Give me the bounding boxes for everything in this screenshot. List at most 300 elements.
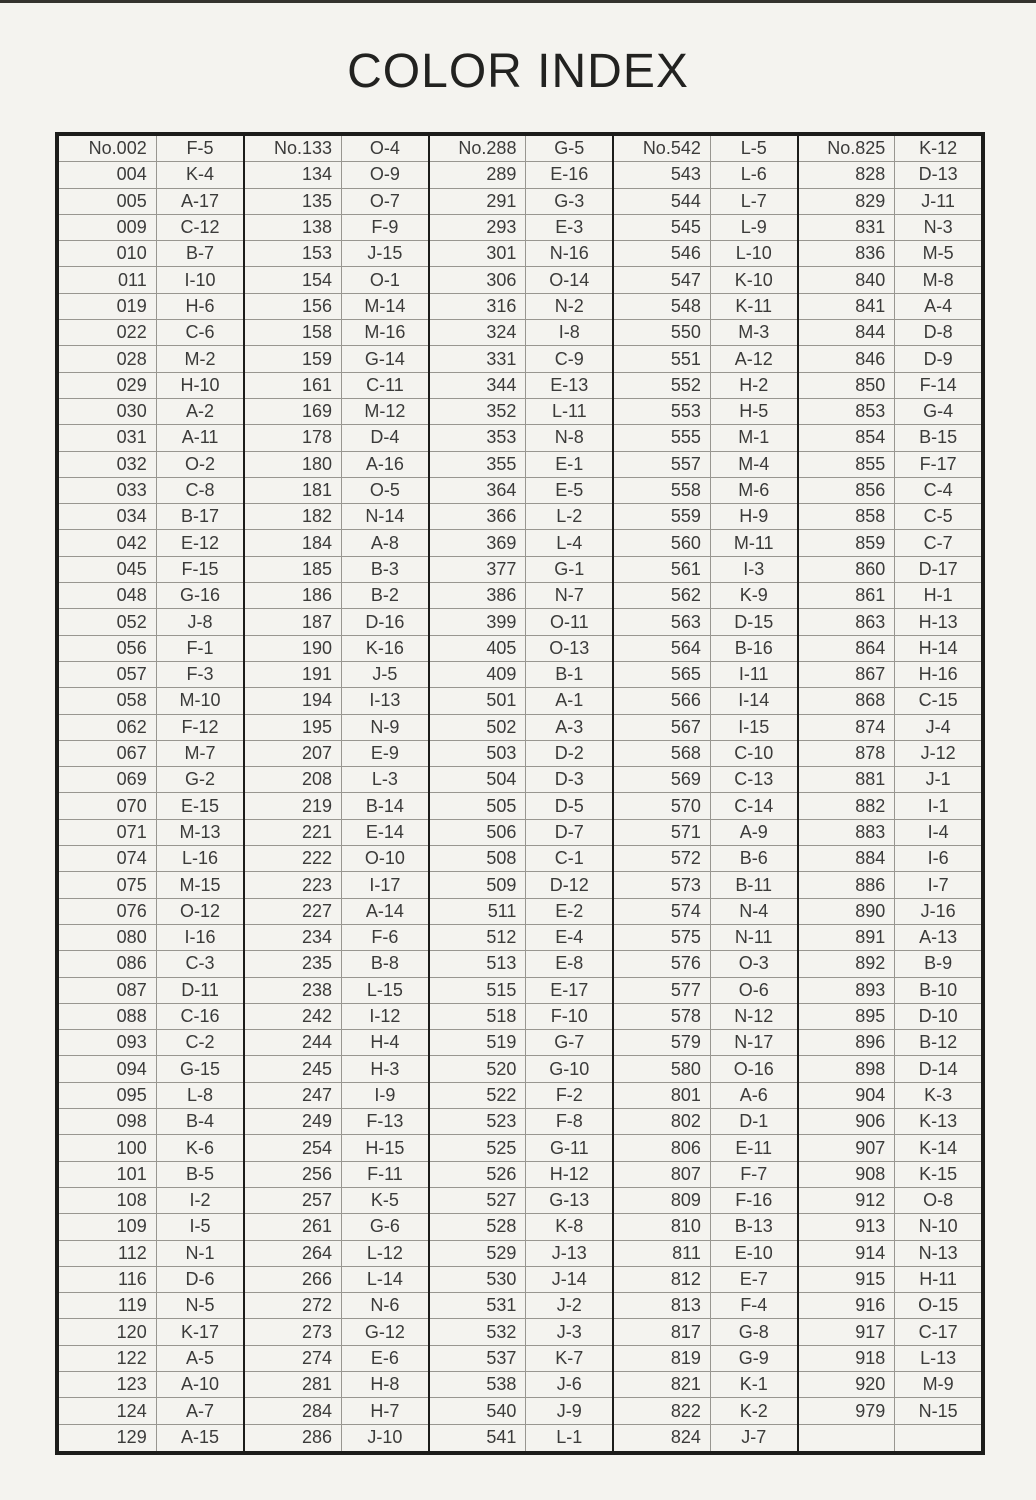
- cell-grid-code: G-15: [157, 1056, 244, 1082]
- cell-grid-code: D-12: [526, 872, 612, 898]
- cell-grid-code: H-11: [895, 1267, 981, 1293]
- cell-grid-code: K-1: [711, 1372, 797, 1398]
- cell-grid-code: G-14: [342, 346, 428, 372]
- cell-grid-code: E-15: [157, 793, 244, 819]
- cell-color-number: 540: [430, 1398, 527, 1424]
- cell-color-number: 005: [59, 189, 157, 215]
- cell-grid-code: N-3: [895, 215, 981, 241]
- cell-color-number: 570: [614, 793, 711, 819]
- cell-color-number: 095: [59, 1083, 157, 1109]
- cell-grid-code: M-8: [895, 267, 981, 293]
- cell-grid-code: F-7: [711, 1162, 797, 1188]
- cell-color-number: 011: [59, 267, 157, 293]
- cell-color-number: 289: [430, 162, 527, 188]
- cell-grid-code: A-6: [711, 1083, 797, 1109]
- cell-color-number: 293: [430, 215, 527, 241]
- cell-grid-code: D-5: [526, 793, 612, 819]
- cell-color-number: 138: [245, 215, 342, 241]
- cell-grid-code: F-13: [342, 1109, 428, 1135]
- cell-color-number: 813: [614, 1293, 711, 1319]
- cell-color-number: 913: [799, 1214, 896, 1240]
- cell-grid-code: N-6: [342, 1293, 428, 1319]
- cell-color-number: 527: [430, 1188, 527, 1214]
- cell-grid-code: O-16: [711, 1056, 797, 1082]
- cell-color-number: 526: [430, 1162, 527, 1188]
- cell-grid-code: L-14: [342, 1267, 428, 1293]
- cell-color-number: 560: [614, 530, 711, 556]
- cell-grid-code: E-12: [157, 530, 244, 556]
- cell-color-number: 817: [614, 1319, 711, 1345]
- cell-color-number: 122: [59, 1346, 157, 1372]
- cell-color-number: 135: [245, 189, 342, 215]
- cell-grid-code: E-3: [526, 215, 612, 241]
- cell-grid-code: L-6: [711, 162, 797, 188]
- cell-grid-code: G-1: [526, 557, 612, 583]
- cell-color-number: 409: [430, 662, 527, 688]
- cell-grid-code: B-17: [157, 504, 244, 530]
- cell-color-number: 891: [799, 925, 896, 951]
- cell-color-number: 561: [614, 557, 711, 583]
- cell-color-number: 580: [614, 1056, 711, 1082]
- table-column-group-1: [59, 136, 243, 1451]
- cell-color-number: 829: [799, 189, 896, 215]
- cell-color-number: 545: [614, 215, 711, 241]
- cell-color-number: 069: [59, 767, 157, 793]
- cell-grid-code: B-2: [342, 583, 428, 609]
- cell-color-number: 546: [614, 241, 711, 267]
- cell-color-number: 868: [799, 688, 896, 714]
- cell-grid-code: C-14: [711, 793, 797, 819]
- cell-color-number: 907: [799, 1135, 896, 1161]
- cell-color-number: No.825: [799, 136, 896, 162]
- cell-color-number: 052: [59, 609, 157, 635]
- cell-color-number: 028: [59, 346, 157, 372]
- cell-color-number: 904: [799, 1083, 896, 1109]
- cell-grid-code: I-10: [157, 267, 244, 293]
- cell-grid-code: N-13: [895, 1241, 981, 1267]
- cell-grid-code: H-7: [342, 1398, 428, 1424]
- cell-color-number: 886: [799, 872, 896, 898]
- cell-grid-code: K-12: [895, 136, 981, 162]
- cell-color-number: 156: [245, 294, 342, 320]
- cell-grid-code: M-15: [157, 872, 244, 898]
- cell-color-number: 896: [799, 1030, 896, 1056]
- cell-color-number: 301: [430, 241, 527, 267]
- cell-grid-code: A-4: [895, 294, 981, 320]
- cell-color-number: 918: [799, 1346, 896, 1372]
- cell-grid-code: H-8: [342, 1372, 428, 1398]
- cell-grid-code: N-1: [157, 1241, 244, 1267]
- cell-color-number: 324: [430, 320, 527, 346]
- cell-grid-code: D-11: [157, 978, 244, 1004]
- cell-color-number: 525: [430, 1135, 527, 1161]
- cell-color-number: 048: [59, 583, 157, 609]
- cell-color-number: 867: [799, 662, 896, 688]
- cell-color-number: 257: [245, 1188, 342, 1214]
- cell-grid-code: D-16: [342, 609, 428, 635]
- cell-color-number: 505: [430, 793, 527, 819]
- cell-grid-code: A-16: [342, 452, 428, 478]
- cell-color-number: 273: [245, 1319, 342, 1345]
- cell-grid-code: J-14: [526, 1267, 612, 1293]
- cell-color-number: 242: [245, 1004, 342, 1030]
- cell-color-number: No.133: [245, 136, 342, 162]
- cell-color-number: 530: [430, 1267, 527, 1293]
- cell-grid-code: H-10: [157, 373, 244, 399]
- cell-grid-code: G-7: [526, 1030, 612, 1056]
- cell-grid-code: M-10: [157, 688, 244, 714]
- cell-grid-code: C-17: [895, 1319, 981, 1345]
- cell-color-number: 824: [614, 1425, 711, 1451]
- cell-color-number: 860: [799, 557, 896, 583]
- cell-color-number: 009: [59, 215, 157, 241]
- cell-color-number: 532: [430, 1319, 527, 1345]
- cell-color-number: 908: [799, 1162, 896, 1188]
- cell-color-number: 208: [245, 767, 342, 793]
- page-title: COLOR INDEX: [347, 45, 689, 98]
- cell-color-number: 093: [59, 1030, 157, 1056]
- cell-grid-code: E-17: [526, 978, 612, 1004]
- cell-color-number: 075: [59, 872, 157, 898]
- cell-color-number: 247: [245, 1083, 342, 1109]
- cell-grid-code: K-8: [526, 1214, 612, 1240]
- cell-color-number: 568: [614, 741, 711, 767]
- cell-color-number: 364: [430, 478, 527, 504]
- cell-grid-code: G-9: [711, 1346, 797, 1372]
- cell-grid-code: O-9: [342, 162, 428, 188]
- cell-grid-code: O-6: [711, 978, 797, 1004]
- cell-grid-code: I-17: [342, 872, 428, 898]
- cell-grid-code: F-6: [342, 925, 428, 951]
- cell-grid-code: A-7: [157, 1398, 244, 1424]
- cell-grid-code: G-13: [526, 1188, 612, 1214]
- cell-color-number: 223: [245, 872, 342, 898]
- cell-grid-code: F-12: [157, 715, 244, 741]
- cell-color-number: 558: [614, 478, 711, 504]
- cell-color-number: 853: [799, 399, 896, 425]
- cell-grid-code: A-12: [711, 346, 797, 372]
- cell-color-number: 563: [614, 609, 711, 635]
- cell-color-number: 094: [59, 1056, 157, 1082]
- cell-color-number: 906: [799, 1109, 896, 1135]
- cell-grid-code: G-4: [895, 399, 981, 425]
- cell-color-number: 221: [245, 820, 342, 846]
- cell-grid-code: D-3: [526, 767, 612, 793]
- cell-grid-code: E-16: [526, 162, 612, 188]
- cell-grid-code: E-2: [526, 899, 612, 925]
- cell-grid-code: B-15: [895, 425, 981, 451]
- cell-grid-code: O-11: [526, 609, 612, 635]
- cell-color-number: 541: [430, 1425, 527, 1451]
- cell-color-number: 249: [245, 1109, 342, 1135]
- cell-grid-code: E-11: [711, 1135, 797, 1161]
- cell-grid-code: F-8: [526, 1109, 612, 1135]
- cell-color-number: 033: [59, 478, 157, 504]
- cell-color-number: 088: [59, 1004, 157, 1030]
- scan-top-edge: [0, 0, 1036, 3]
- cell-color-number: 344: [430, 373, 527, 399]
- cell-grid-code: G-5: [526, 136, 612, 162]
- cell-color-number: 914: [799, 1241, 896, 1267]
- cell-color-number: 569: [614, 767, 711, 793]
- cell-grid-code: L-8: [157, 1083, 244, 1109]
- cell-color-number: 574: [614, 899, 711, 925]
- cell-color-number: 178: [245, 425, 342, 451]
- cell-grid-code: A-14: [342, 899, 428, 925]
- cell-color-number: 518: [430, 1004, 527, 1030]
- cell-grid-code: M-4: [711, 452, 797, 478]
- cell-color-number: 219: [245, 793, 342, 819]
- cell-color-number: 572: [614, 846, 711, 872]
- cell-color-number: 854: [799, 425, 896, 451]
- cell-grid-code: C-3: [157, 951, 244, 977]
- cell-grid-code: A-11: [157, 425, 244, 451]
- cell-grid-code: K-16: [342, 636, 428, 662]
- cell-grid-code: O-3: [711, 951, 797, 977]
- cell-color-number: 512: [430, 925, 527, 951]
- cell-color-number: 890: [799, 899, 896, 925]
- cell-color-number: 547: [614, 267, 711, 293]
- cell-color-number: 034: [59, 504, 157, 530]
- cell-grid-code: J-4: [895, 715, 981, 741]
- cell-color-number: 801: [614, 1083, 711, 1109]
- cell-color-number: 086: [59, 951, 157, 977]
- cell-color-number: 522: [430, 1083, 527, 1109]
- cell-grid-code: A-13: [895, 925, 981, 951]
- cell-grid-code: A-8: [342, 530, 428, 556]
- cell-color-number: 056: [59, 636, 157, 662]
- cell-color-number: 057: [59, 662, 157, 688]
- cell-grid-code: I-9: [342, 1083, 428, 1109]
- cell-color-number: 158: [245, 320, 342, 346]
- cell-grid-code: F-15: [157, 557, 244, 583]
- cell-color-number: 291: [430, 189, 527, 215]
- cell-grid-code: N-16: [526, 241, 612, 267]
- cell-color-number: 245: [245, 1056, 342, 1082]
- cell-color-number: 254: [245, 1135, 342, 1161]
- cell-grid-code: J-13: [526, 1241, 612, 1267]
- cell-grid-code: N-17: [711, 1030, 797, 1056]
- cell-color-number: 511: [430, 899, 527, 925]
- cell-color-number: 186: [245, 583, 342, 609]
- cell-grid-code: O-2: [157, 452, 244, 478]
- cell-color-number: 316: [430, 294, 527, 320]
- cell-grid-code: H-9: [711, 504, 797, 530]
- cell-grid-code: J-11: [895, 189, 981, 215]
- cell-color-number: 864: [799, 636, 896, 662]
- cell-color-number: 895: [799, 1004, 896, 1030]
- cell-color-number: 555: [614, 425, 711, 451]
- cell-grid-code: D-6: [157, 1267, 244, 1293]
- cell-color-number: 979: [799, 1398, 896, 1424]
- cell-color-number: 836: [799, 241, 896, 267]
- cell-color-number: 557: [614, 452, 711, 478]
- cell-color-number: 841: [799, 294, 896, 320]
- cell-color-number: 508: [430, 846, 527, 872]
- cell-grid-code: D-14: [895, 1056, 981, 1082]
- cell-grid-code: E-7: [711, 1267, 797, 1293]
- cell-color-number: 185: [245, 557, 342, 583]
- cell-grid-code: O-15: [895, 1293, 981, 1319]
- cell-grid-code: L-7: [711, 189, 797, 215]
- cell-color-number: 564: [614, 636, 711, 662]
- cell-color-number: 352: [430, 399, 527, 425]
- cell-color-number: 405: [430, 636, 527, 662]
- cell-color-number: 883: [799, 820, 896, 846]
- cell-color-number: 256: [245, 1162, 342, 1188]
- table-column-group-3: [428, 136, 612, 1451]
- cell-color-number: 811: [614, 1241, 711, 1267]
- cell-grid-code: L-12: [342, 1241, 428, 1267]
- cell-grid-code: F-2: [526, 1083, 612, 1109]
- cell-grid-code: C-9: [526, 346, 612, 372]
- cell-grid-code: F-16: [711, 1188, 797, 1214]
- cell-grid-code: I-15: [711, 715, 797, 741]
- cell-grid-code: N-9: [342, 715, 428, 741]
- cell-color-number: 159: [245, 346, 342, 372]
- cell-grid-code: L-4: [526, 530, 612, 556]
- cell-grid-code: J-8: [157, 609, 244, 635]
- cell-grid-code: K-7: [526, 1346, 612, 1372]
- cell-grid-code: M-14: [342, 294, 428, 320]
- cell-color-number: 264: [245, 1241, 342, 1267]
- cell-grid-code: L-2: [526, 504, 612, 530]
- cell-grid-code: I-16: [157, 925, 244, 951]
- cell-grid-code: C-15: [895, 688, 981, 714]
- cell-color-number: 552: [614, 373, 711, 399]
- cell-color-number: 917: [799, 1319, 896, 1345]
- cell-grid-code: E-5: [526, 478, 612, 504]
- cell-grid-code: B-6: [711, 846, 797, 872]
- cell-color-number: 578: [614, 1004, 711, 1030]
- cell-grid-code: N-7: [526, 583, 612, 609]
- cell-grid-code: C-12: [157, 215, 244, 241]
- cell-grid-code: H-14: [895, 636, 981, 662]
- cell-color-number: 892: [799, 951, 896, 977]
- cell-grid-code: K-10: [711, 267, 797, 293]
- cell-grid-code: J-9: [526, 1398, 612, 1424]
- cell-grid-code: L-15: [342, 978, 428, 1004]
- cell-grid-code: C-11: [342, 373, 428, 399]
- cell-color-number: 878: [799, 741, 896, 767]
- cell-color-number: 331: [430, 346, 527, 372]
- cell-color-number: 519: [430, 1030, 527, 1056]
- cell-grid-code: B-3: [342, 557, 428, 583]
- cell-grid-code: E-14: [342, 820, 428, 846]
- table-column-group-2: [243, 136, 427, 1451]
- cell-color-number: 119: [59, 1293, 157, 1319]
- cell-grid-code: K-4: [157, 162, 244, 188]
- cell-color-number: No.288: [430, 136, 527, 162]
- cell-color-number: 807: [614, 1162, 711, 1188]
- cell-grid-code: B-9: [895, 951, 981, 977]
- cell-color-number: 559: [614, 504, 711, 530]
- cell-color-number: 355: [430, 452, 527, 478]
- cell-grid-code: D-2: [526, 741, 612, 767]
- cell-grid-code: I-1: [895, 793, 981, 819]
- cell-color-number: No.002: [59, 136, 157, 162]
- cell-color-number: 369: [430, 530, 527, 556]
- cell-color-number: 153: [245, 241, 342, 267]
- cell-color-number: 154: [245, 267, 342, 293]
- cell-color-number: 812: [614, 1267, 711, 1293]
- cell-grid-code: A-5: [157, 1346, 244, 1372]
- cell-grid-code: K-13: [895, 1109, 981, 1135]
- cell-color-number: 353: [430, 425, 527, 451]
- cell-color-number: 573: [614, 872, 711, 898]
- cell-grid-code: I-6: [895, 846, 981, 872]
- cell-grid-code: C-13: [711, 767, 797, 793]
- cell-color-number: 861: [799, 583, 896, 609]
- cell-color-number: 576: [614, 951, 711, 977]
- cell-color-number: [799, 1425, 896, 1451]
- cell-color-number: 802: [614, 1109, 711, 1135]
- cell-grid-code: I-14: [711, 688, 797, 714]
- cell-color-number: 513: [430, 951, 527, 977]
- cell-grid-code: O-1: [342, 267, 428, 293]
- cell-grid-code: C-4: [895, 478, 981, 504]
- cell-grid-code: M-3: [711, 320, 797, 346]
- cell-color-number: 386: [430, 583, 527, 609]
- cell-grid-code: L-5: [711, 136, 797, 162]
- cell-grid-code: N-11: [711, 925, 797, 951]
- cell-color-number: 809: [614, 1188, 711, 1214]
- cell-grid-code: A-10: [157, 1372, 244, 1398]
- cell-color-number: 123: [59, 1372, 157, 1398]
- cell-grid-code: F-11: [342, 1162, 428, 1188]
- cell-color-number: 227: [245, 899, 342, 925]
- cell-grid-code: O-7: [342, 189, 428, 215]
- cell-grid-code: H-6: [157, 294, 244, 320]
- cell-grid-code: E-13: [526, 373, 612, 399]
- cell-grid-code: D-1: [711, 1109, 797, 1135]
- cell-color-number: 893: [799, 978, 896, 1004]
- cell-grid-code: B-14: [342, 793, 428, 819]
- cell-color-number: 821: [614, 1372, 711, 1398]
- cell-grid-code: B-8: [342, 951, 428, 977]
- cell-grid-code: H-4: [342, 1030, 428, 1056]
- cell-grid-code: D-15: [711, 609, 797, 635]
- cell-grid-code: O-5: [342, 478, 428, 504]
- cell-grid-code: A-2: [157, 399, 244, 425]
- cell-grid-code: K-2: [711, 1398, 797, 1424]
- cell-color-number: 551: [614, 346, 711, 372]
- cell-grid-code: B-4: [157, 1109, 244, 1135]
- cell-grid-code: M-16: [342, 320, 428, 346]
- cell-color-number: 520: [430, 1056, 527, 1082]
- cell-color-number: 579: [614, 1030, 711, 1056]
- cell-color-number: 124: [59, 1398, 157, 1424]
- cell-grid-code: B-7: [157, 241, 244, 267]
- cell-color-number: 116: [59, 1267, 157, 1293]
- cell-color-number: 169: [245, 399, 342, 425]
- cell-grid-code: K-11: [711, 294, 797, 320]
- cell-grid-code: G-8: [711, 1319, 797, 1345]
- cell-grid-code: F-5: [157, 136, 244, 162]
- cell-color-number: 071: [59, 820, 157, 846]
- cell-color-number: 101: [59, 1162, 157, 1188]
- cell-grid-code: B-11: [711, 872, 797, 898]
- cell-grid-code: D-8: [895, 320, 981, 346]
- cell-grid-code: G-16: [157, 583, 244, 609]
- cell-grid-code: I-3: [711, 557, 797, 583]
- cell-color-number: 058: [59, 688, 157, 714]
- cell-grid-code: I-13: [342, 688, 428, 714]
- cell-grid-code: J-10: [367, 1427, 403, 1448]
- cell-grid-code: L-3: [342, 767, 428, 793]
- cell-grid-code: J-3: [526, 1319, 612, 1345]
- cell-color-number: 004: [59, 162, 157, 188]
